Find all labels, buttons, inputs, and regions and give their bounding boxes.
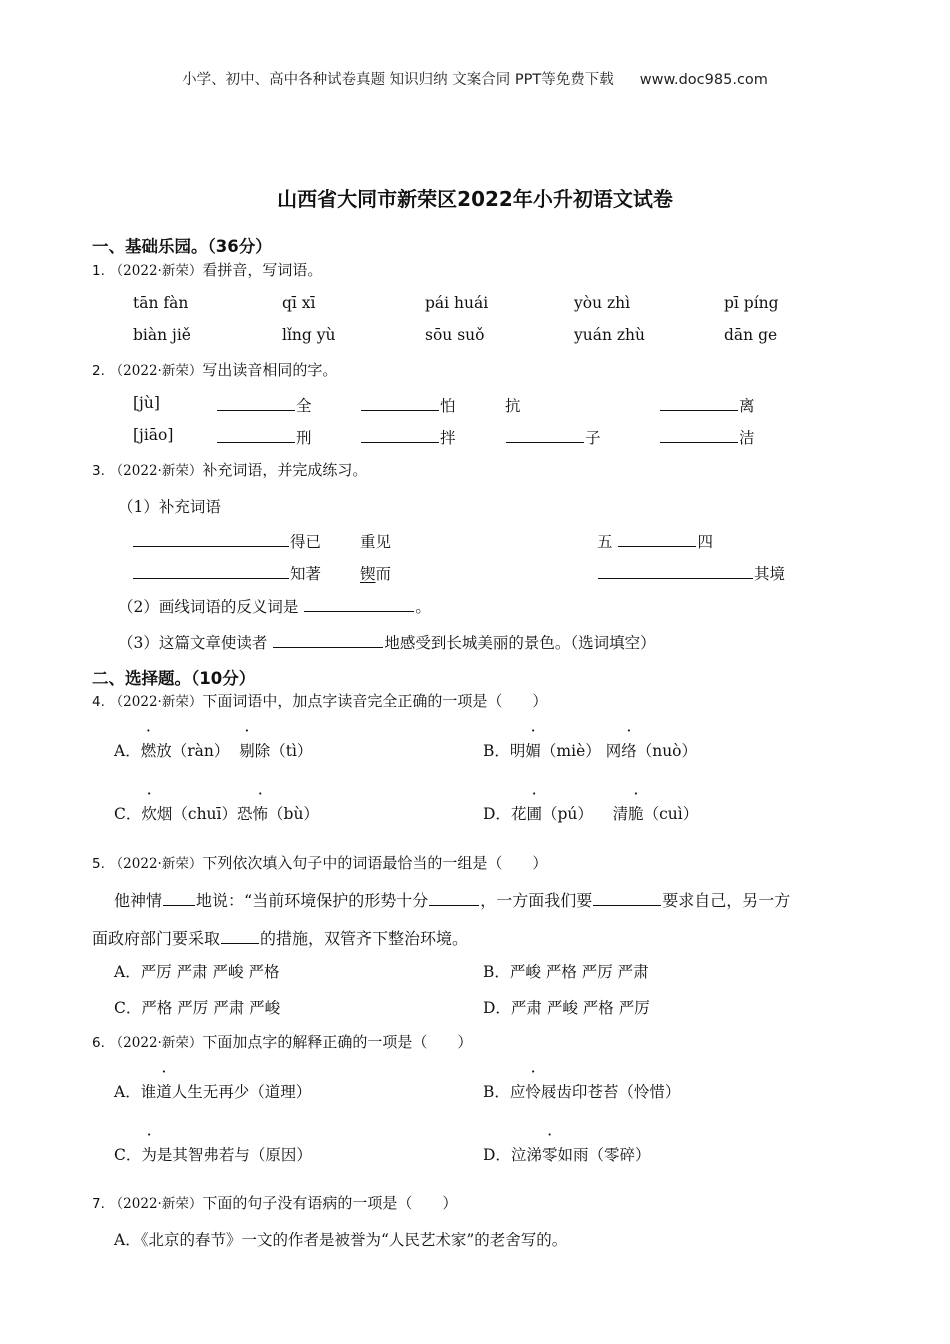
q7-source: （2022·新荣） [109, 1196, 203, 1212]
answer-blank[interactable] [133, 545, 289, 547]
option-text: （pú） [541, 805, 593, 823]
passage-text: 要求自己，另一方 [662, 891, 791, 910]
header-url[interactable]: www.doc985.com [639, 72, 768, 88]
q2-char: 洁 [739, 429, 755, 447]
q2-number: 2. [92, 363, 105, 379]
option-text: 是其智弗若与（原因） [156, 1146, 312, 1164]
q4-option-b[interactable] [483, 739, 697, 761]
answer-blank[interactable] [133, 577, 289, 579]
q2-label-ju: [jù] [133, 394, 160, 412]
dotted-char: 脆 [628, 805, 644, 823]
answer-blank[interactable] [361, 409, 439, 411]
q2-char: 怕 [440, 397, 456, 415]
question-6 [92, 1031, 472, 1052]
option-label: A． [114, 1083, 141, 1101]
dotted-char: 燃 [140, 742, 157, 760]
dotted-char: 怖 [252, 805, 269, 823]
option-label: B． [483, 1083, 510, 1101]
option-text: 烟（chuī）恐 [156, 805, 253, 823]
question-1 [92, 259, 322, 280]
q3-source: （2022·新荣） [109, 463, 203, 479]
pinyin-7: lǐng yù [282, 326, 336, 344]
dotted-char: 道 [156, 1083, 172, 1101]
passage-text: ，一方面我们要 [480, 891, 593, 910]
answer-blank[interactable] [273, 646, 383, 648]
dotted-char: 圃 [526, 805, 542, 823]
answer-blank[interactable] [660, 441, 738, 443]
q4-number: 4. [92, 694, 105, 710]
q2-char: 刑 [296, 429, 312, 447]
q3-text: 补充词语，并完成练习。 [202, 461, 368, 479]
option-text: （miè） [540, 742, 601, 760]
option-text: 放（ràn） [156, 742, 230, 760]
passage-text: 面政府部门要采取 [92, 929, 221, 948]
q3-word-text: 得已 [290, 533, 322, 551]
answer-blank[interactable] [221, 942, 259, 944]
q3-word-3 [597, 530, 713, 552]
q6-option-b[interactable] [483, 1080, 680, 1102]
q4-option-c[interactable] [114, 802, 319, 824]
option-label: B． [483, 742, 510, 760]
q2-item-2 [360, 394, 456, 416]
pinyin-2: qī xī [282, 294, 316, 312]
option-label: D． [483, 1146, 511, 1164]
dotted-char: 为 [141, 1146, 157, 1164]
pinyin-6: biàn jiě [133, 326, 191, 344]
question-3 [92, 459, 367, 480]
answer-blank[interactable] [429, 904, 479, 906]
answer-blank[interactable] [217, 409, 295, 411]
answer-blank[interactable] [618, 545, 696, 547]
section-1-heading: 一、基础乐园。（36分） [92, 237, 272, 256]
q3-sub1: （1）补充词语 [118, 498, 221, 516]
option-text: 明 [509, 742, 526, 760]
pinyin-4: yòu zhì [574, 294, 631, 312]
q3-word-4 [132, 562, 321, 584]
dotted-char: 剔 [239, 742, 255, 760]
option-label: A． [114, 742, 141, 760]
q7-option-a[interactable]: A．《北京的春节》一文的作者是被誉为“人民艺术家”的老舍写的。 [114, 1231, 568, 1249]
q3-sub3-end: 地感受到长城美丽的景色。（选词填空） [384, 634, 656, 652]
q3-word-1 [132, 530, 321, 552]
q2-char: 拌 [440, 429, 456, 447]
underlined-word: 锲 [360, 565, 376, 583]
answer-blank[interactable] [163, 904, 195, 906]
pinyin-5: pī píng [724, 294, 779, 312]
option-text: （nuò） [636, 742, 698, 760]
q6-source: （2022·新荣） [109, 1035, 203, 1051]
q2-char: 离 [739, 397, 755, 415]
q3-word-text: 五 [597, 533, 613, 551]
q3-word-text: 四 [697, 533, 713, 551]
answer-blank[interactable] [217, 441, 295, 443]
option-text: 泣涕 [510, 1146, 542, 1164]
q1-source: （2022·新荣） [109, 263, 203, 279]
q1-text: 看拼音，写词语。 [202, 261, 323, 279]
q3-sub3 [118, 631, 656, 653]
passage-text: 他神情 [114, 891, 163, 910]
dotted-char: 零 [541, 1146, 558, 1164]
q3-word-6 [597, 562, 785, 584]
answer-blank[interactable] [361, 441, 439, 443]
q3-word-text: 其境 [754, 565, 786, 583]
q2-item-1 [216, 394, 312, 416]
q6-option-a[interactable] [114, 1080, 311, 1102]
question-7 [92, 1192, 457, 1213]
question-4 [92, 690, 547, 711]
q2-item-7 [505, 426, 601, 448]
q6-text: 下面加点字的解释正确的一项是（ ） [202, 1033, 473, 1051]
pinyin-9: yuán zhù [574, 326, 646, 344]
q6-option-c[interactable] [114, 1143, 312, 1165]
answer-blank[interactable] [304, 610, 414, 612]
pinyin-3: pái huái [425, 294, 489, 312]
q5-text: 下列依次填入句子中的词语最恰当的一组是（ ） [202, 854, 548, 872]
q3-sub2 [118, 595, 431, 617]
answer-blank[interactable] [598, 577, 753, 579]
option-text: （bù） [268, 805, 319, 823]
option-text: 人生无再少（道理） [171, 1083, 312, 1101]
q2-item-5 [216, 426, 312, 448]
dotted-char: 媚 [525, 742, 541, 760]
q3-sub2-end: 。 [415, 598, 431, 616]
q3-word-text: 知著 [290, 565, 322, 583]
q1-number: 1. [92, 263, 105, 279]
option-text: 如雨（零碎） [557, 1146, 651, 1164]
q5-passage-line-1 [114, 888, 790, 911]
q2-char: 全 [296, 397, 312, 415]
q5-option-d[interactable]: D．严肃 严峻 严格 严厉 [483, 999, 650, 1017]
q4-option-d[interactable] [483, 802, 698, 824]
option-text: 谁 [140, 1083, 157, 1101]
option-text: 除（tì） [254, 742, 313, 760]
option-label: D． [483, 805, 511, 823]
q6-number: 6. [92, 1035, 105, 1051]
pinyin-1: tān fàn [133, 294, 189, 312]
q4-option-a[interactable] [114, 739, 312, 761]
q3-word-text: 而 [375, 565, 392, 583]
page-title: 山西省大同市新荣区2022年小升初语文试卷 [277, 187, 673, 211]
dotted-char: 怜 [525, 1083, 541, 1101]
q3-word-5 [360, 562, 391, 584]
q3-number: 3. [92, 463, 105, 479]
q4-source: （2022·新荣） [109, 694, 203, 710]
q2-label-jiao: [jiāo] [133, 426, 174, 444]
page-header [0, 68, 950, 89]
header-text: 小学、初中、高中各种试卷真题 知识归纳 文案合同 PPT等免费下载 [182, 72, 614, 88]
option-text: 屐齿印苍苔（怜惜） [540, 1083, 681, 1101]
q3-sub2-text: （2）画线词语的反义词是 [118, 598, 299, 616]
option-text: 网 [605, 742, 622, 760]
passage-text: 地说：“当前环境保护的形势十分 [196, 891, 429, 910]
q5-number: 5. [92, 856, 105, 872]
q5-passage-line-2 [92, 926, 468, 949]
q5-source: （2022·新荣） [109, 856, 203, 872]
q4-text: 下面词语中，加点字读音完全正确的一项是（ ） [202, 692, 548, 710]
q5-option-c[interactable]: C．严格 严厉 严肃 严峻 [114, 999, 281, 1017]
q2-item-4 [659, 394, 755, 416]
q2-source: （2022·新荣） [109, 363, 203, 379]
question-2 [92, 359, 337, 380]
q2-item-8 [659, 426, 755, 448]
option-text: 花 [510, 805, 527, 823]
q2-item-3: 抗 [505, 397, 521, 415]
q5-option-b[interactable]: B．严峻 严格 严厉 严肃 [483, 963, 649, 981]
q7-number: 7. [92, 1196, 105, 1212]
dotted-char: 络 [621, 742, 637, 760]
q2-char: 子 [585, 429, 601, 447]
section-2-heading: 二、选择题。（10分） [92, 669, 256, 688]
dotted-char: 炊 [141, 805, 157, 823]
pinyin-10: dān ge [724, 326, 778, 344]
q3-sub3-text: （3）这篇文章使读者 [118, 634, 268, 652]
q2-text: 写出读音相同的字。 [202, 361, 338, 379]
option-label: C． [114, 805, 142, 823]
option-label: C． [114, 1146, 142, 1164]
option-text: 清 [612, 805, 629, 823]
q3-word-2: 重见 [360, 533, 392, 551]
option-text: （cuì） [643, 805, 699, 823]
answer-blank[interactable] [593, 904, 661, 906]
pinyin-8: sōu suǒ [425, 326, 485, 344]
option-text: 应 [509, 1083, 526, 1101]
passage-text: 的措施，双管齐下整治环境。 [260, 929, 469, 948]
answer-blank[interactable] [660, 409, 738, 411]
q2-item-6 [360, 426, 456, 448]
q6-option-d[interactable] [483, 1143, 650, 1165]
q7-text: 下面的句子没有语病的一项是（ ） [202, 1194, 458, 1212]
question-5 [92, 852, 547, 873]
q5-option-a[interactable]: A．严厉 严肃 严峻 严格 [114, 963, 280, 981]
answer-blank[interactable] [506, 441, 584, 443]
